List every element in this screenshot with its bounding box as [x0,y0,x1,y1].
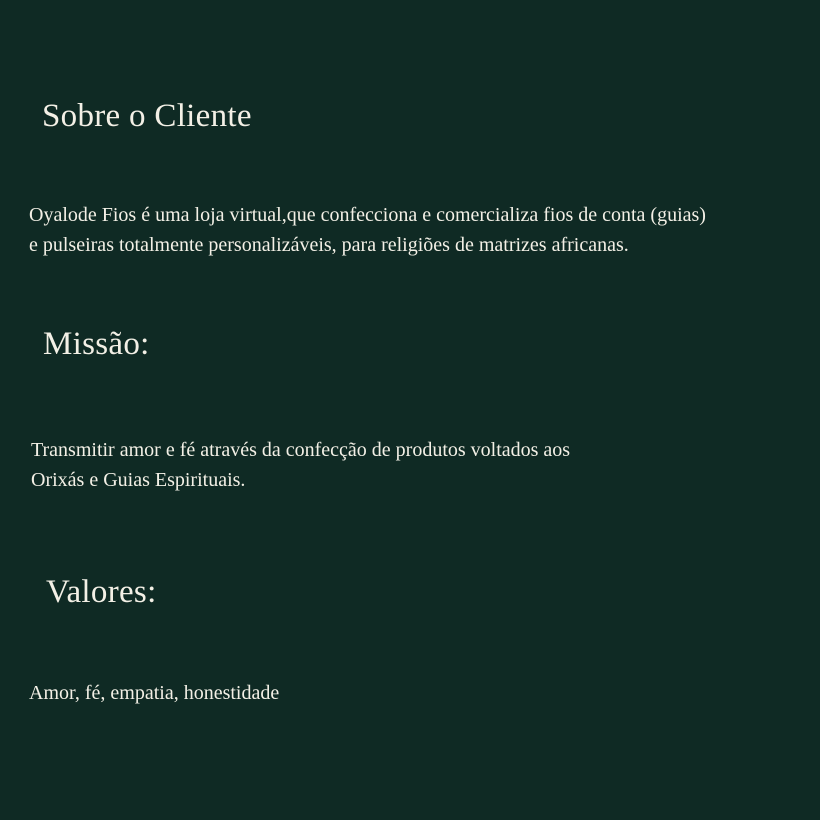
mission-paragraph [31,435,731,495]
values-line: Amor, fé, empatia, honestidade [29,682,280,704]
values-paragraph [29,678,529,708]
values-heading: Valores: [46,574,157,610]
about-line: e pulseiras totalmente personalizáveis, para religiões de matrizes africanas. [29,234,629,256]
about-line: Oyalode Fios é uma loja virtual,que confecciona e comercializa fios de conta (guias) [29,204,706,226]
mission-line: Orixás e Guias Espirituais. [31,469,246,491]
mission-heading: Missão: [43,326,150,362]
mission-line: Transmitir amor e fé através da confecção de produtos voltados aos [31,439,571,461]
about-paragraph [29,200,819,260]
about-heading: Sobre o Cliente [42,98,252,134]
